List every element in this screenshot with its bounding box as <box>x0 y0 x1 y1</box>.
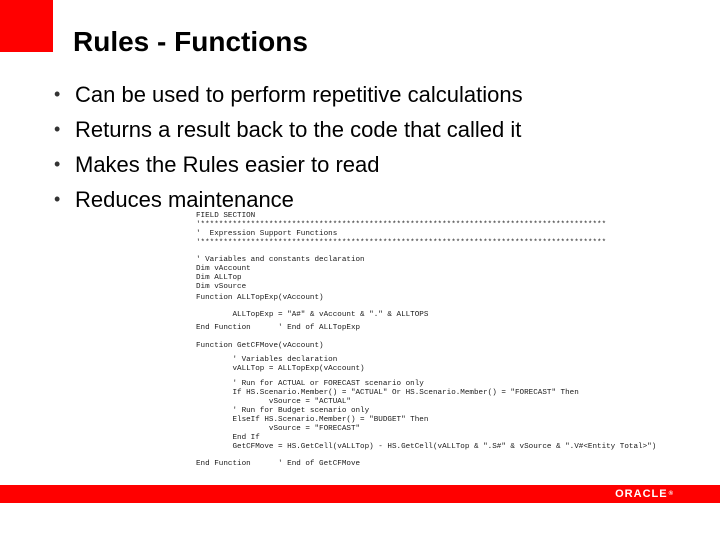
code-line: End Function ' End of GetCFMove <box>196 460 361 468</box>
code-line: Dim vSource <box>196 283 247 291</box>
code-line: vSource = "FORECAST" <box>196 425 361 433</box>
bullet-dot-icon: • <box>54 84 61 104</box>
bullet-dot-icon: • <box>54 189 61 209</box>
code-line: FIELD SECTION <box>196 212 256 220</box>
code-line: If HS.Scenario.Member() = "ACTUAL" Or HS.Scenario.Member() = "FORECAST" Then <box>196 389 579 397</box>
bullet-text: Makes the Rules easier to read <box>75 152 380 177</box>
code-line: Dim vAccount <box>196 265 251 273</box>
code-line: Function GetCFMove(vAccount) <box>196 342 324 350</box>
code-line: vSource = "ACTUAL" <box>196 398 351 406</box>
registered-mark: ® <box>668 491 674 497</box>
code-screenshot <box>196 212 686 470</box>
code-line: vALLTop = ALLTopExp(vAccount) <box>196 365 365 373</box>
bullet-dot-icon: • <box>54 154 61 174</box>
code-line: ' Run for Budget scenario only <box>196 407 370 415</box>
code-line: ' Variables and constants declaration <box>196 256 365 264</box>
code-line: '***************************************************************************************** <box>196 239 607 247</box>
code-line: Function ALLTopExp(vAccount) <box>196 294 324 302</box>
bullet-text: Can be used to perform repetitive calculations <box>75 82 523 107</box>
code-line: GetCFMove = HS.GetCell(vALLTop) - HS.GetCell(vALLTop & ".S#" & vSource & ".V#<Entity Total>") <box>196 443 657 451</box>
code-line: ' Expression Support Functions <box>196 230 338 238</box>
code-line: ALLTopExp = "A#" & vAccount & "." & ALLTOPS <box>196 311 429 319</box>
bullet-text: Reduces maintenance <box>75 187 294 212</box>
corner-accent-block <box>0 0 53 52</box>
footer-bar <box>0 485 720 503</box>
code-line: End Function ' End of ALLTopExp <box>196 324 361 332</box>
code-line: Dim ALLTop <box>196 274 242 282</box>
code-line: '***************************************************************************************** <box>196 221 607 229</box>
bullet-text: Returns a result back to the code that called it <box>75 117 522 142</box>
code-line: ' Run for ACTUAL or FORECAST scenario only <box>196 380 424 388</box>
code-line: ElseIf HS.Scenario.Member() = "BUDGET" Then <box>196 416 429 424</box>
code-line: End If <box>196 434 260 442</box>
oracle-logo <box>615 488 674 500</box>
bullet-dot-icon: • <box>54 119 61 139</box>
logo-text: ORACLE <box>615 488 668 500</box>
code-line: ' Variables declaration <box>196 356 338 364</box>
slide-title: Rules - Functions <box>73 26 308 57</box>
